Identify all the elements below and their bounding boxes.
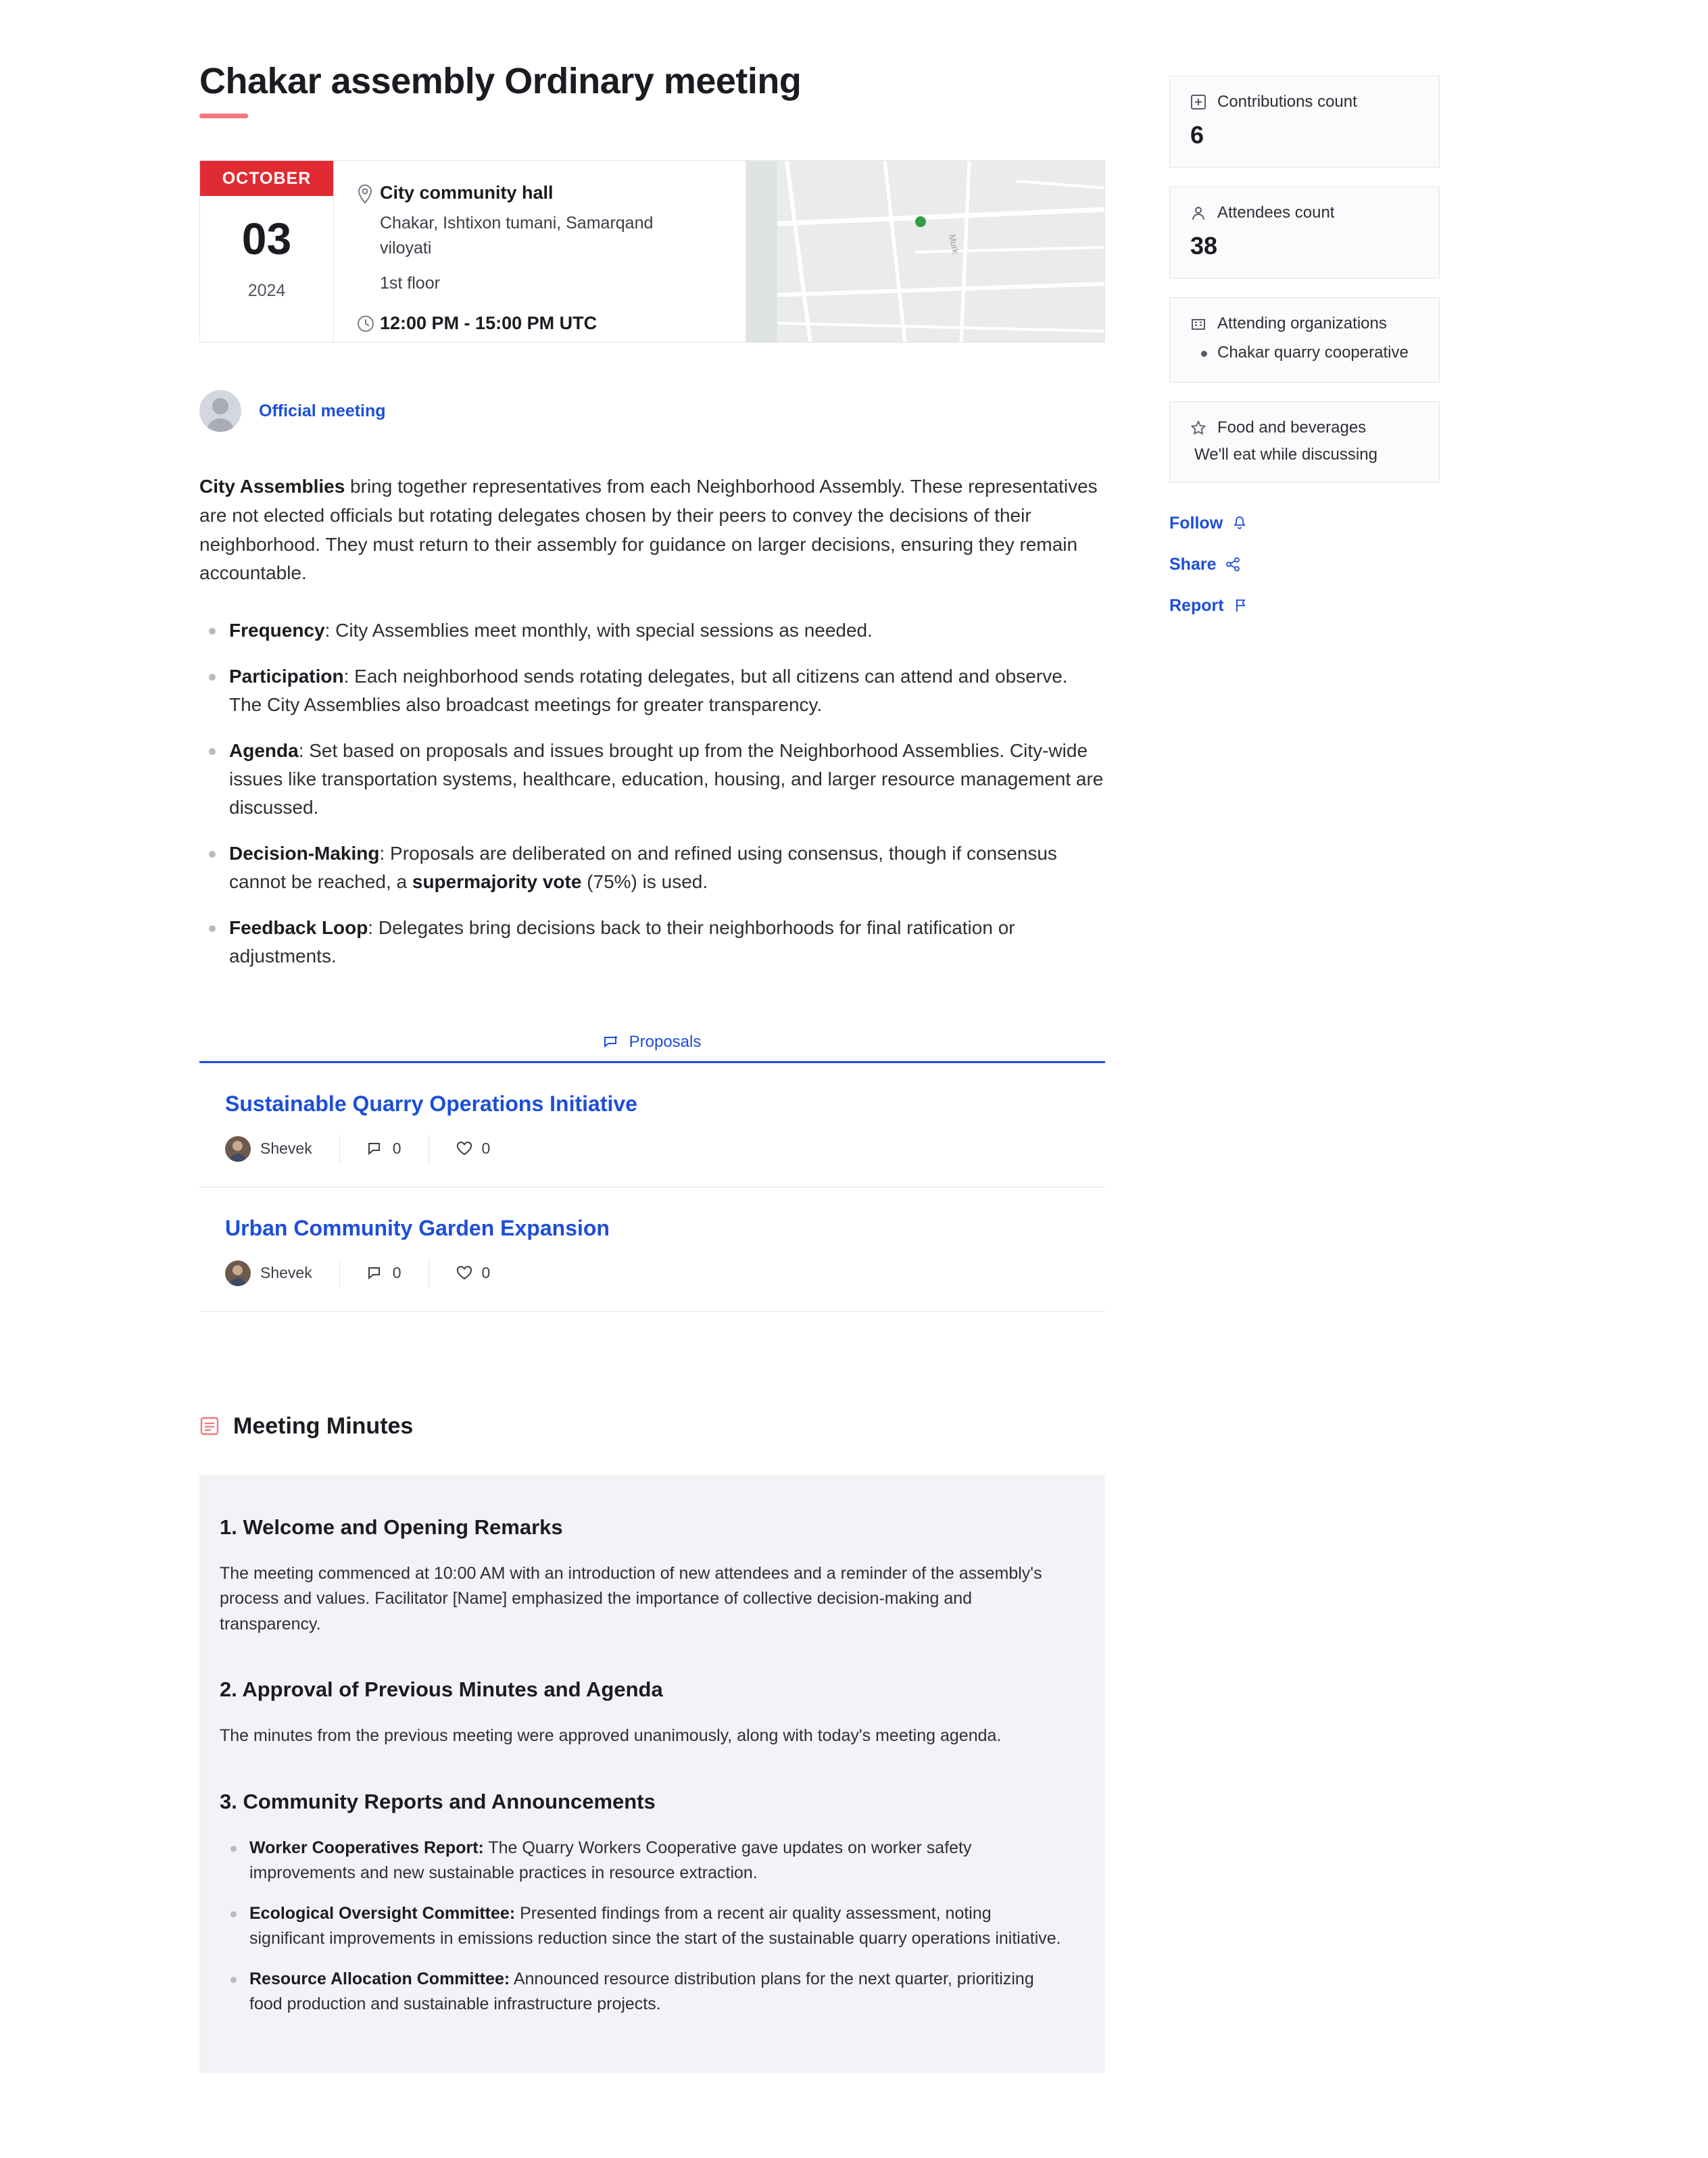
avatar: [199, 390, 241, 432]
bullet-text: : Set based on proposals and issues brought up from the Neighborhood Assemblies. City-wide issues like transportation systems, healthcare, education, housing, and larger resource management are discussed.: [229, 739, 1104, 818]
share-label: Share: [1169, 554, 1217, 574]
bell-icon: [1232, 516, 1247, 531]
event-year: 2024: [247, 281, 286, 301]
bullet-label: Agenda: [229, 739, 299, 761]
title-underline: [199, 114, 248, 118]
proposal-meta: [225, 1258, 1105, 1288]
sidebar-organizations-list: [1190, 341, 1419, 364]
author-row[interactable]: [199, 390, 1105, 432]
bullet-text: Announced resource distribution plans for the next quarter, prioritizing food production and sustainable infrastructure projects.: [249, 1969, 1034, 2014]
proposal-author[interactable]: [225, 1134, 340, 1164]
map-pin-icon: [357, 182, 380, 207]
sidebar: [1169, 76, 1440, 637]
list-item: [199, 737, 1105, 822]
follow-button[interactable]: [1169, 514, 1440, 533]
flag-icon: [1234, 598, 1248, 613]
minutes-section-title: 3. Community Reports and Announcements: [220, 1789, 656, 1813]
minutes-bullet-list: [220, 1836, 1062, 2017]
sidebar-card-label: Food and beverages: [1217, 418, 1367, 437]
list-item: Chakar quarry cooperative: [1190, 341, 1419, 364]
bullet-label: Worker Cooperatives Report:: [249, 1838, 484, 1857]
proposal-endorsements: [429, 1134, 518, 1164]
meeting-minutes-heading: [199, 1413, 1105, 1440]
list-item: [199, 914, 1105, 971]
bullet-text: The Quarry Workers Cooperative gave updates on worker safety improvements and new sustainable practices in resource extraction.: [249, 1838, 972, 1883]
list-item: [220, 1967, 1062, 2017]
tab-bar: [199, 1033, 1105, 1063]
sidebar-card-value: 38: [1190, 232, 1218, 260]
proposal-author[interactable]: [225, 1258, 340, 1288]
event-date-block: [200, 161, 334, 342]
proposal-meta: [225, 1134, 1105, 1164]
sidebar-card-organizations: [1169, 297, 1440, 383]
sidebar-card-value: 6: [1190, 121, 1204, 149]
bullet-emphasis: supermajority vote: [412, 870, 582, 892]
bullet-label: Resource Allocation Committee:: [249, 1969, 510, 1988]
bullet-text: : Proposals are deliberated on and refined using consensus, though if consensus cannot be reached, a: [229, 842, 1057, 892]
proposal-endorsements-count: 0: [481, 1264, 491, 1282]
description-lead-bold: City Assemblies: [199, 476, 345, 497]
sidebar-card-label: Attendees count: [1217, 203, 1335, 222]
event-day: 03: [241, 214, 292, 264]
comment-icon: [367, 1266, 383, 1281]
proposal-comments: [340, 1134, 429, 1164]
proposal-comments: [340, 1258, 429, 1288]
report-button[interactable]: [1169, 596, 1440, 616]
sidebar-card-label: Attending organizations: [1217, 314, 1387, 333]
proposal-comments-count: 0: [392, 1264, 401, 1282]
minutes-section-body: The meeting commenced at 10:00 AM with an introduction of new attendees and a reminder of the assembly's process and values. Facilitator [Name] emphasized the importance of collective decision-making and transparency.: [220, 1563, 1042, 1634]
minutes-section-body: The minutes from the previous meeting were approved unanimously, along with today's meeting agenda.: [220, 1726, 1002, 1746]
description-bullets: [199, 616, 1105, 971]
sidebar-card-contributions: [1169, 76, 1440, 168]
proposal-endorsements: [429, 1258, 518, 1288]
proposal-comments-count: 0: [392, 1139, 401, 1158]
sidebar-card-attendees: [1169, 187, 1440, 278]
proposal-author-name: Shevek: [260, 1139, 312, 1158]
heart-icon: [456, 1142, 472, 1156]
heart-icon: [456, 1266, 472, 1281]
bullet-label: Ecological Oversight Committee:: [249, 1903, 516, 1923]
sidebar-actions: [1169, 514, 1440, 616]
contributions-icon: [1190, 94, 1206, 110]
sidebar-card-note: We'll eat while discussing: [1194, 445, 1377, 464]
proposal-title[interactable]: Urban Community Garden Expansion: [225, 1215, 610, 1240]
main-content: [199, 61, 1105, 2073]
avatar: [225, 1136, 251, 1162]
list-item: [220, 1901, 1062, 1952]
sidebar-card-food: [1169, 401, 1440, 483]
event-card: [199, 160, 1105, 343]
list-item[interactable]: [199, 1063, 1105, 1187]
event-location-address: Chakar, Ishtixon tumani, Samarqand viloyati: [380, 214, 654, 258]
proposal-endorsements-count: 0: [481, 1139, 491, 1158]
star-icon: [1190, 420, 1206, 436]
bullet-text-post: (75%) is used.: [581, 870, 708, 892]
tab-proposals-label: Proposals: [629, 1032, 702, 1051]
svg-text:Murk: Murk: [947, 233, 961, 255]
page-title: Chakar assembly Ordinary meeting: [199, 61, 802, 101]
attendees-icon: [1190, 205, 1206, 221]
meeting-minutes-body: [199, 1475, 1105, 2073]
list-item: [199, 839, 1105, 896]
organizations-icon: [1190, 316, 1206, 332]
event-location-floor: 1st floor: [380, 273, 440, 293]
report-label: Report: [1169, 595, 1224, 615]
list-item: [220, 1836, 1062, 1886]
author-name[interactable]: Official meeting: [259, 401, 386, 420]
bullet-label: Feedback Loop: [229, 916, 368, 938]
description-lead-rest: bring together representatives from each Neighborhood Assembly. These representatives are not elected officials but rotating delegates chosen by their peers to convey the decisions of their neighborhood. They must return to their assembly for guidance on larger decisions, ensuring they remain accountable.: [199, 476, 1098, 584]
event-location-name: City community hall: [380, 182, 554, 203]
list-item: [199, 662, 1105, 719]
description-lead: [199, 472, 1105, 587]
minutes-section-title: 1. Welcome and Opening Remarks: [220, 1515, 563, 1539]
proposal-author-name: Shevek: [260, 1264, 312, 1282]
event-info: [334, 161, 746, 342]
minutes-icon: [199, 1416, 220, 1436]
event-map[interactable]: [746, 161, 1104, 342]
bullet-label: Frequency: [229, 619, 325, 641]
list-item[interactable]: [199, 1187, 1105, 1312]
bullet-text: : Delegates bring decisions back to their neighborhoods for final ratification or adjustments.: [229, 916, 1015, 966]
sidebar-card-label: Contributions count: [1217, 93, 1357, 111]
clock-icon: [357, 313, 380, 336]
event-month: OCTOBER: [200, 161, 333, 196]
proposal-title[interactable]: Sustainable Quarry Operations Initiative: [225, 1091, 637, 1116]
proposal-icon: [604, 1035, 620, 1050]
event-time: 12:00 PM - 15:00 PM UTC: [380, 313, 597, 334]
bullet-text: Presented findings from a recent air quality assessment, noting significant improvements in emissions reduction since the start of the sustainable quarry operations initiative.: [249, 1903, 1061, 1948]
share-button[interactable]: [1169, 555, 1440, 574]
avatar: [225, 1260, 251, 1286]
list-item: [199, 616, 1105, 645]
bullet-label: Decision-Making: [229, 842, 380, 864]
bullet-label: Participation: [229, 665, 344, 687]
share-icon: [1225, 557, 1240, 572]
comment-icon: [367, 1142, 383, 1156]
follow-label: Follow: [1169, 513, 1223, 533]
minutes-section-title: 2. Approval of Previous Minutes and Agenda: [220, 1677, 663, 1702]
tab-proposals[interactable]: [604, 1033, 702, 1052]
page-subtitle: Meeting Minutes: [233, 1413, 414, 1439]
bullet-text: : Each neighborhood sends rotating delegates, but all citizens can attend and observe. The City Assemblies also broadcast meetings for greater transparency.: [229, 665, 1068, 715]
bullet-text: : City Assemblies meet monthly, with special sessions as needed.: [324, 619, 873, 641]
